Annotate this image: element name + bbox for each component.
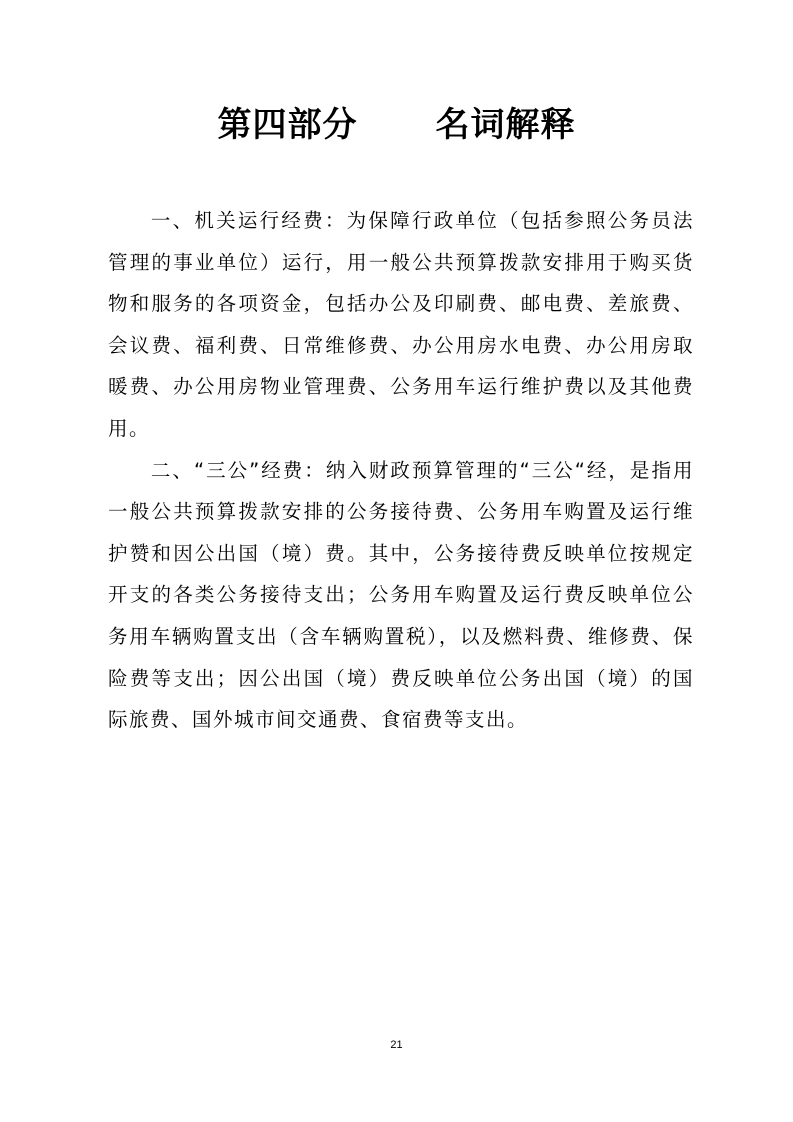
page-number: 21 bbox=[390, 1039, 403, 1051]
paragraph-operating-expenses: 一、机关运行经费：为保障行政单位（包括参照公务员法管理的事业单位）运行，用一般公共预算拨款安排用于购买货物和服务的各项资金，包括办公及印刷费、邮电费、差旅费、会议费、福利费、日常维修费、办公用房水电费、办公用房取暖费、办公用房物业管理费、公务用车运行维护费以及其他费用。 bbox=[108, 209, 694, 440]
body-text bbox=[108, 200, 694, 741]
title-name: 名词解释 bbox=[435, 105, 576, 145]
title-part: 第四部分 bbox=[217, 105, 358, 145]
paragraph-three-public-expenses: 二、“三公”经费：纳入财政预算管理的“三公“经，是指用一般公共预算拨款安排的公务接待费、公务用车购置及运行维护赞和因公出国（境）费。其中，公务接待费反映单位按规定开支的各类公务接待支出；公务用车购置及运行费反映单位公务用车辆购置支出（含车辆购置税），以及燃料费、维修费、保险费等支出；因公出国（境）费反映单位公务出国（境）的国际旅费、国外城市间交通费、食宿费等支出。 bbox=[108, 458, 694, 732]
page-title bbox=[0, 103, 793, 147]
